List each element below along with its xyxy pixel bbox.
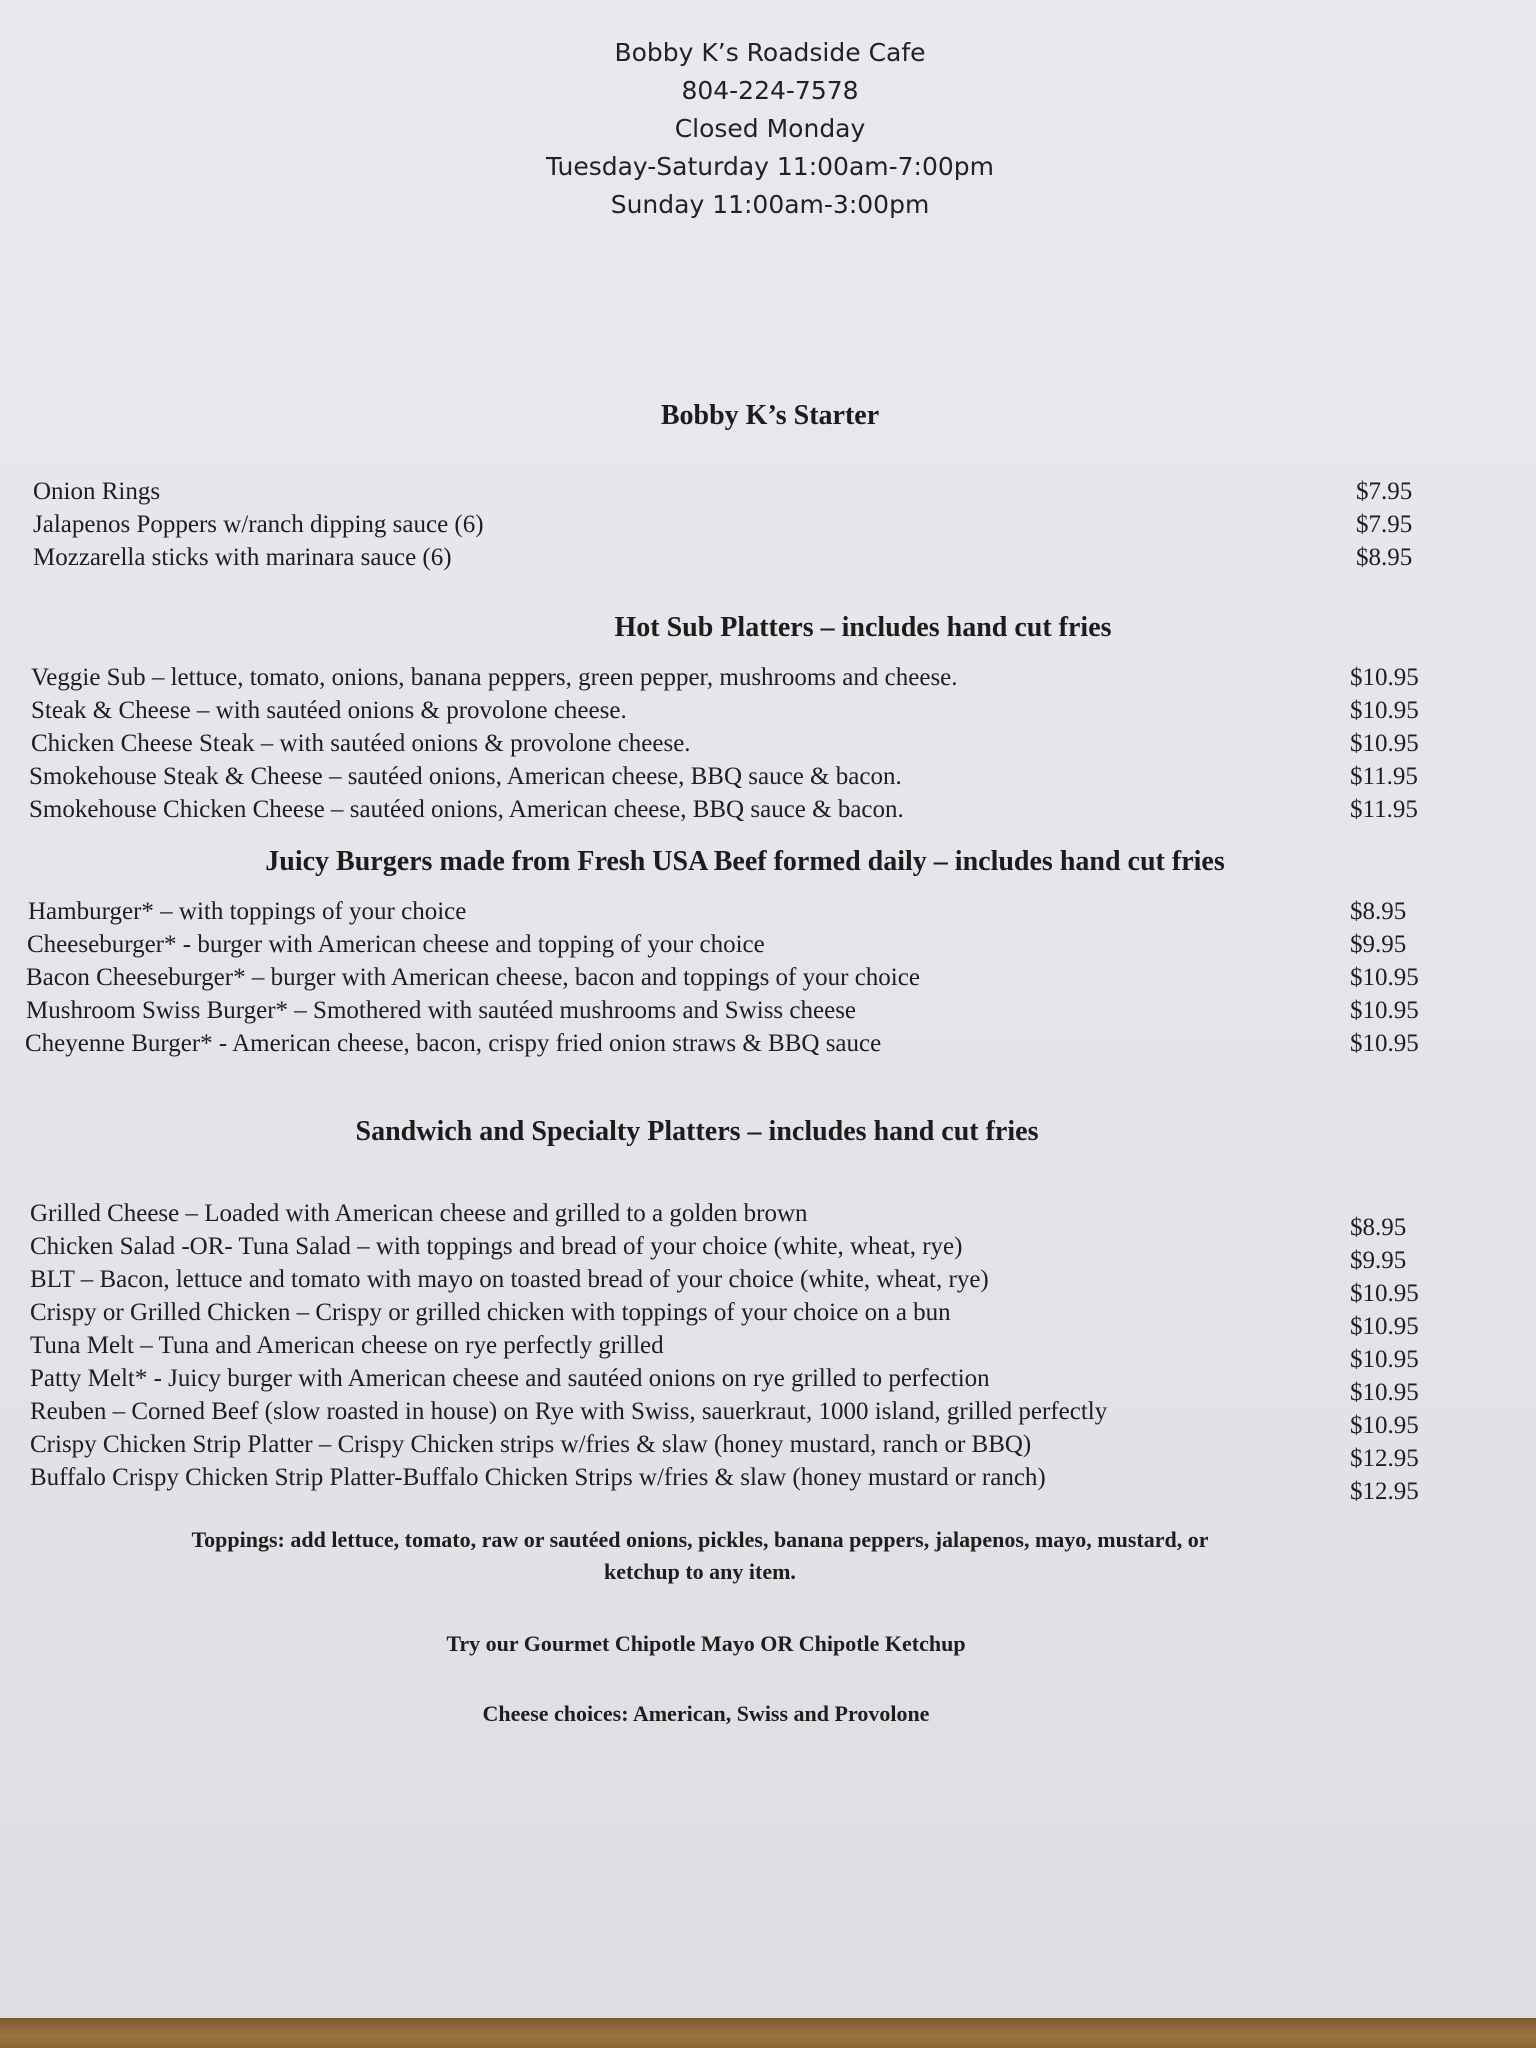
section-title-burgers: Juicy Burgers made from Fresh USA Beef formed daily – includes hand cut fries <box>265 846 1225 877</box>
item-price: $11.95 <box>1350 796 1418 823</box>
menu-item <box>0 730 1536 763</box>
menu-item <box>0 544 1536 577</box>
menu-item <box>0 997 1536 1030</box>
item-name: Buffalo Crispy Chicken Strip Platter-Buffalo Chicken Strips w/fries & slaw (honey mustard or ranch) <box>30 1464 1046 1491</box>
closed-day: Closed Monday <box>674 114 866 143</box>
cafe-phone: 804-224-7578 <box>681 76 859 105</box>
menu-item <box>0 964 1536 997</box>
menu-item <box>0 511 1536 544</box>
weekday-hours: Tuesday-Saturday 11:00am-7:00pm <box>546 152 994 181</box>
sunday-hours: Sunday 11:00am-3:00pm <box>610 190 930 219</box>
item-price: $11.95 <box>1350 763 1418 790</box>
item-price: $10.95 <box>1350 1412 1419 1439</box>
sandwiches-list <box>0 1200 1536 1505</box>
item-name: Steak & Cheese – with sautéed onions & provolone cheese. <box>31 697 627 724</box>
item-name: Bacon Cheeseburger* – burger with American cheese, bacon and toppings of your choice <box>26 964 920 991</box>
item-name: Jalapenos Poppers w/ranch dipping sauce (6) <box>33 511 484 538</box>
toppings-note <box>80 1524 1320 1588</box>
item-name: Tuna Melt – Tuna and American cheese on rye perfectly grilled <box>30 1332 664 1359</box>
burgers-list <box>0 898 1536 1063</box>
item-name: Mushroom Swiss Burger* – Smothered with sautéed mushrooms and Swiss cheese <box>26 997 857 1024</box>
item-name: BLT – Bacon, lettuce and tomato with mayo on toasted bread of your choice (white, wheat, rye) <box>30 1266 989 1293</box>
item-name: Veggie Sub – lettuce, tomato, onions, banana peppers, green pepper, mushrooms and cheese. <box>31 664 958 691</box>
item-price: $8.95 <box>1350 1214 1407 1241</box>
menu-item <box>0 1200 1536 1241</box>
item-name: Crispy or Grilled Chicken – Crispy or grilled chicken with toppings of your choice on a bun <box>30 1299 951 1326</box>
item-name: Mozzarella sticks with marinara sauce (6) <box>33 544 452 571</box>
toppings-line-2: ketchup to any item. <box>604 1559 796 1584</box>
menu-item <box>0 1398 1536 1439</box>
hot-subs-list <box>0 664 1536 829</box>
item-name: Hamburger* – with toppings of your choice <box>28 898 467 925</box>
menu-item <box>0 1233 1536 1274</box>
menu-item <box>0 1464 1536 1505</box>
item-name: Reuben – Corned Beef (slow roasted in house) on Rye with Swiss, sauerkraut, 1000 island, grilled perfectly <box>30 1398 1108 1425</box>
item-name: Chicken Cheese Steak – with sautéed onions & provolone cheese. <box>31 730 691 757</box>
section-title-starters: Bobby K’s Starter <box>660 400 880 431</box>
item-name: Smokehouse Chicken Cheese – sautéed onions, American cheese, BBQ sauce & bacon. <box>29 796 904 823</box>
toppings-line-1: Toppings: add lettuce, tomato, raw or sautéed onions, pickles, banana peppers, jalapenos, mayo, mustard, or <box>191 1527 1209 1552</box>
menu-item <box>0 1332 1536 1373</box>
item-price: $7.95 <box>1356 511 1413 538</box>
cafe-header <box>0 34 1536 224</box>
menu-item <box>0 478 1536 511</box>
item-price: $10.95 <box>1350 1280 1419 1307</box>
item-name: Cheeseburger* - burger with American cheese and topping of your choice <box>27 931 765 958</box>
item-name: Patty Melt* - Juicy burger with American cheese and sautéed onions on rye grilled to perfection <box>30 1365 990 1392</box>
item-name: Smokehouse Steak & Cheese – sautéed onions, American cheese, BBQ sauce & bacon. <box>29 763 902 790</box>
item-price: $10.95 <box>1350 697 1419 724</box>
item-name: Crispy Chicken Strip Platter – Crispy Chicken strips w/fries & slaw (honey mustard, ranch or BBQ) <box>30 1431 1032 1458</box>
menu-item <box>0 1299 1536 1340</box>
item-price: $12.95 <box>1350 1478 1419 1505</box>
item-price: $10.95 <box>1350 964 1419 991</box>
table-surface <box>0 2018 1536 2048</box>
item-price: $10.95 <box>1350 1030 1419 1057</box>
item-price: $8.95 <box>1350 898 1407 925</box>
menu-item <box>0 697 1536 730</box>
menu-item <box>0 898 1536 931</box>
item-price: $10.95 <box>1350 1346 1419 1373</box>
item-price: $7.95 <box>1356 478 1413 505</box>
item-name: Cheyenne Burger* - American cheese, bacon, crispy fried onion straws & BBQ sauce <box>25 1030 882 1057</box>
cheese-note: Cheese choices: American, Swiss and Provolone <box>482 1701 930 1726</box>
menu-item <box>0 931 1536 964</box>
item-price: $8.95 <box>1356 544 1413 571</box>
menu-item <box>0 1431 1536 1472</box>
section-title-hot-subs: Hot Sub Platters – includes hand cut fries <box>614 612 1112 643</box>
item-name: Onion Rings <box>33 478 161 505</box>
menu-item <box>0 1266 1536 1307</box>
menu-item <box>0 796 1536 829</box>
chipotle-note: Try our Gourmet Chipotle Mayo OR Chipotle Ketchup <box>446 1631 966 1656</box>
item-price: $10.95 <box>1350 730 1419 757</box>
menu-item <box>0 664 1536 697</box>
menu-item <box>0 1365 1536 1406</box>
starters-list <box>0 478 1536 577</box>
item-price: $10.95 <box>1350 997 1419 1024</box>
cafe-name: Bobby K’s Roadside Cafe <box>614 38 926 67</box>
menu-item <box>0 1030 1536 1063</box>
item-name: Grilled Cheese – Loaded with American cheese and grilled to a golden brown <box>30 1200 808 1227</box>
menu-item <box>0 763 1536 796</box>
item-price: $10.95 <box>1350 1379 1419 1406</box>
section-title-sandwiches: Sandwich and Specialty Platters – includes hand cut fries <box>355 1116 1039 1147</box>
item-price: $10.95 <box>1350 1313 1419 1340</box>
item-price: $10.95 <box>1350 664 1419 691</box>
item-price: $9.95 <box>1350 931 1407 958</box>
item-name: Chicken Salad -OR- Tuna Salad – with toppings and bread of your choice (white, wheat, rye) <box>30 1233 963 1260</box>
item-price: $9.95 <box>1350 1247 1407 1274</box>
item-price: $12.95 <box>1350 1445 1419 1472</box>
